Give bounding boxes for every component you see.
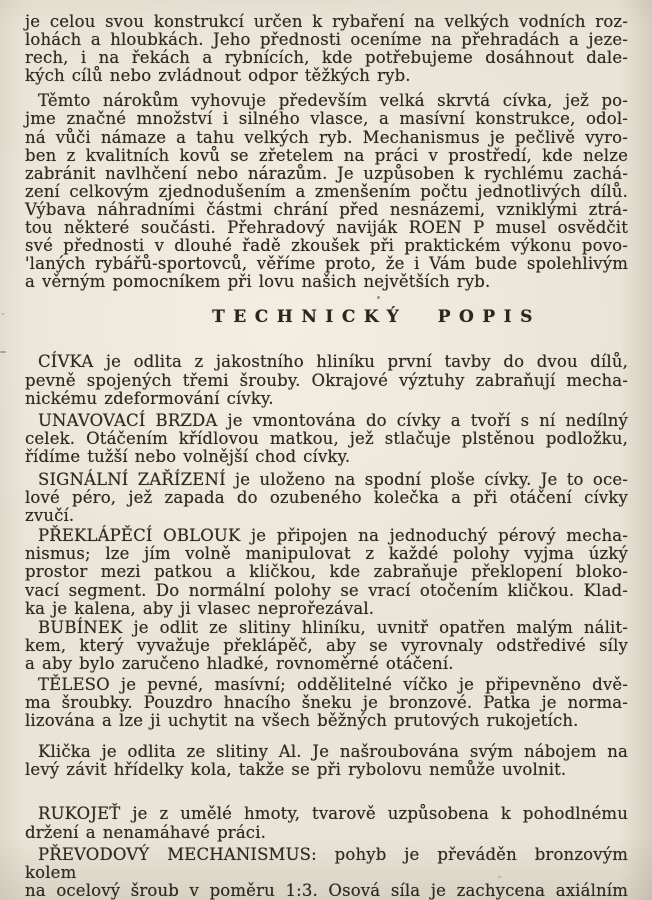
text-line: a aby bylo zaručeno hladké, rovnoměrné otáčení.: [25, 653, 454, 673]
text-line: levý závit hřídelky kola, takže se při rybolovu nemůže uvolnit.: [25, 760, 567, 780]
scan-speck: [377, 296, 380, 299]
paragraph-intro-temto-narokum: [25, 92, 628, 291]
text-line: nickému zdeformování cívky.: [25, 388, 274, 408]
text-line: nismus; lze jím volně manipulovat z každé polohy vyjma úzký: [25, 544, 628, 564]
text-line: PŘEKLÁPĚCÍ OBLOUK je připojen na jednoduchý pérový mecha-: [38, 526, 628, 546]
text-line: pevně spojených třemi šrouby. Okrajové výztuhy zabraňují mecha-: [25, 370, 628, 390]
text-line: kem, který vyvažuje překlápěč, aby se vyrovnaly odstředivé síly: [25, 635, 628, 655]
text-line: zabránit navlhčení nebo nárazům. Je uzpůsoben k rychlému zachá-: [25, 163, 628, 183]
text-line: CÍVKA je odlita z jakostního hliníku první tavby do dvou dílů,: [38, 352, 628, 372]
text-line: ben z kvalitních kovů se zřetelem na práci v prostředí, kde nelze: [25, 145, 628, 165]
text-line: ná vůči námaze a tahu velkých ryb. Mechanismus je pečlivě vyro-: [25, 127, 628, 147]
section-heading-technicky-popis: TECHNICKÝ POPIS: [212, 307, 541, 328]
text-line: lohách a hloubkách. Jeho přednosti oceníme na přehradách a jeze-: [25, 30, 628, 50]
text-line: na ocelový šroub v poměru 1:3. Osová síla je zachycena axiálním: [25, 880, 628, 900]
text-line: ma šroubky. Pouzdro hnacího šneku je bronzové. Patka je norma-: [25, 693, 628, 713]
paragraph-teleso: [25, 676, 628, 730]
text-line: tou některé součásti. Přehradový naviják ROEN P musel osvědčit: [25, 218, 628, 238]
text-line: řídíme tužší nebo volnější chod cívky.: [25, 446, 351, 466]
paragraph-civka: [25, 353, 628, 407]
text-line: držení a nenamáhavé práci.: [25, 822, 267, 842]
text-line: Těmto nárokům vyhovuje především velká skrvtá cívka, jež po-: [38, 91, 628, 111]
scan-speck: [2, 313, 4, 315]
text-line: rech, i na řekách a rybnících, kde potřebujeme dosáhnout dale-: [25, 48, 628, 68]
text-line: prostor mezi patkou a kličkou, kde zabraňuje překlopení bloko-: [25, 562, 628, 582]
paragraph-prevodovy-mechanismus: [25, 846, 628, 900]
text-line: celek. Otáčením křídlovou matkou, jež stlačuje plstěnou podložku,: [25, 428, 628, 448]
paragraph-preklapeci-oblouk: [25, 527, 628, 617]
text-line: lizována a lze ji uchytit na všech běžných prutových rukojetích.: [25, 711, 579, 731]
paragraph-intro-continuation: [25, 13, 628, 85]
text-line: je celou svou konstrukcí určen k rybaření na velkých vodních roz-: [25, 12, 628, 31]
text-line: kých cílů nebo zvládnout odpor těžkých ryb.: [25, 66, 411, 86]
text-line: lové péro, jež zapada do ozubeného kolečka a při otáčení cívky: [25, 488, 628, 508]
text-line: jme značné množství i silného vlasce, a masívní konstrukce, odol-: [25, 109, 628, 129]
scan-speck: [0, 351, 6, 353]
text-line: a věrným pomocníkem při lovu našich největších ryb.: [25, 272, 491, 292]
text-line: RUKOJEŤ je z umělé hmoty, tvarově uzpůsobena k pohodlnému: [38, 804, 628, 824]
text-line: UNAVOVACÍ BRZDA je vmontována do cívky a tvoří s ní nedílný: [38, 410, 628, 430]
paragraph-signalni-zarizeni: [25, 471, 628, 525]
paragraph-bubinek: [25, 619, 628, 673]
text-line: své přednosti v dlouhé řadě zkoušek při praktickém výkonu povo-: [25, 236, 628, 256]
text-line: ka je kalena, aby ji vlasec neprořezával.: [25, 598, 375, 618]
text-line: TĚLESO je pevné, masívní; oddělitelné víčko je připevněno dvě-: [38, 675, 628, 694]
text-line: zvučí.: [25, 506, 75, 526]
paragraph-unavovaci-brzda: [25, 412, 628, 466]
text-line: zení celkovým zjednodušením a zmenšením počtu jednotlivých dílů.: [25, 181, 628, 201]
text-line: Klička je odlita ze slitiny Al. Je našroubována svým nábojem na: [38, 742, 628, 762]
text-line: vací segment. Do normální polohy se vrací otočením kličkou. Klad-: [25, 580, 628, 600]
paragraph-rukojet: [25, 805, 628, 841]
text-line: SIGNÁLNÍ ZAŘÍZENÍ je uloženo na spodní ploše cívky. Je to oce-: [38, 469, 628, 489]
text-line: 'laných rybářů-sportovců, věříme proto, že i Vám bude spolehlivým: [25, 254, 628, 274]
text-line: BUBÍNEK je odlit ze slitiny hliníku, uvnitř opatřen malým nálit-: [38, 617, 628, 637]
text-line: PŘEVODOVÝ MECHANISMUS: pohyb je převáděn bronzovým kolem: [25, 844, 628, 882]
text-line: Výbava náhradními částmi chrání před nesnázemi, vzniklými ztrá-: [25, 199, 628, 219]
scan-speck: [498, 876, 501, 878]
paragraph-klicka: [25, 743, 628, 779]
